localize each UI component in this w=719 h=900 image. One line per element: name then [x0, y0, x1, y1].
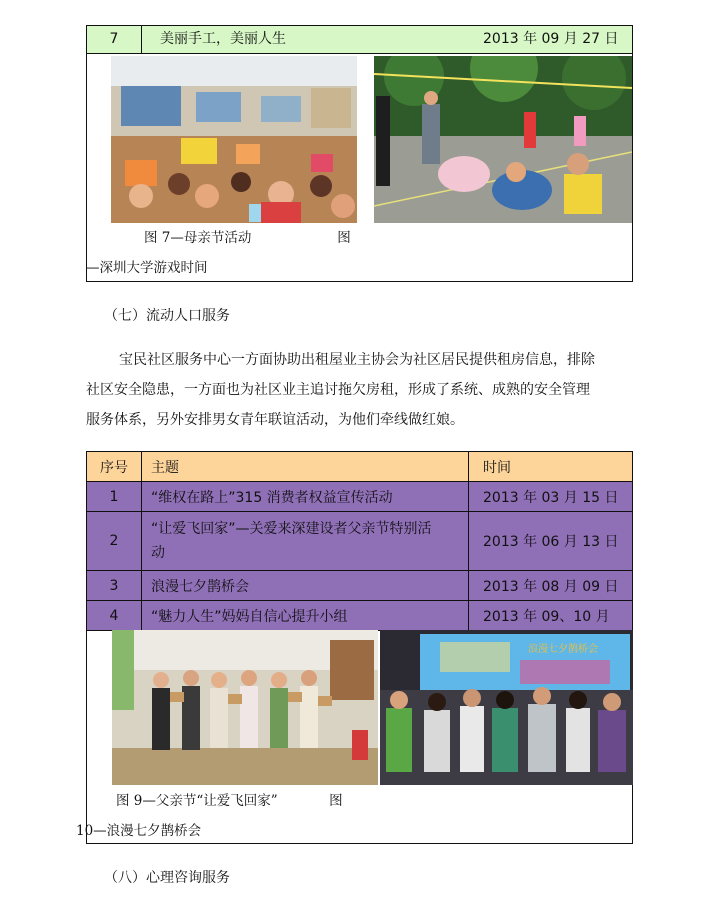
- row-no: 4: [87, 601, 142, 631]
- row-no: 3: [87, 571, 142, 601]
- row-date: 2013 年 08 月 09 日: [469, 571, 633, 601]
- row-theme: “维权在路上”315 消费者权益宣传活动: [142, 482, 469, 512]
- row-theme-line1: “让爱飞回家”—关爱来深建设者父亲节特别活: [151, 521, 432, 537]
- row-date: 2013 年 03 月 15 日: [469, 482, 633, 512]
- fathers-day-photo: [112, 630, 378, 785]
- section7-title: （七）流动人口服务: [104, 308, 230, 324]
- event-table-header: [87, 452, 633, 482]
- top-row-number: 7: [87, 26, 142, 53]
- header-date: 时间: [469, 452, 633, 482]
- section7-para-line3: 服务体系，另外安排男女青年联谊活动，为他们牵线做红娘。: [86, 412, 464, 428]
- night-sign-text: 浪漫七夕鹊桥会: [528, 644, 598, 655]
- row-theme: [142, 512, 469, 571]
- row-no: 1: [87, 482, 142, 512]
- university-game-photo: [374, 56, 632, 223]
- top-row-theme: 美丽手工，美丽人生: [160, 31, 286, 47]
- row-no: 2: [87, 512, 142, 571]
- table-row: [87, 482, 633, 512]
- row-theme-line2: 动: [151, 545, 165, 561]
- mothers-day-photo: [111, 56, 357, 223]
- qixi-night-photo: [380, 630, 633, 785]
- section7-para-line2: 社区安全隐患，一方面也为社区业主追讨拖欠房租，形成了系统、成熟的安全管理: [86, 382, 590, 398]
- fig9-caption-line1: 图 9—父亲节“让爱飞回家” 图: [116, 793, 343, 809]
- row-date: 2013 年 06 月 13 日: [469, 512, 633, 571]
- event-table: [86, 451, 633, 631]
- fig7-caption-line2: —深圳大学游戏时间: [86, 260, 208, 276]
- header-no: 序号: [87, 452, 142, 482]
- row-theme: “魅力人生”妈妈自信心提升小组: [142, 601, 469, 631]
- row-date: 2013 年 09、10 月: [469, 601, 633, 631]
- top-row-date: 2013 年 09 月 27 日: [483, 31, 619, 47]
- row-theme: 浪漫七夕鹊桥会: [142, 571, 469, 601]
- table-row: [87, 512, 633, 571]
- top-table-row: [86, 25, 633, 54]
- header-theme: 主题: [142, 452, 469, 482]
- table-row: [87, 601, 633, 631]
- table-row: [87, 571, 633, 601]
- section7-para-line1: 宝民社区服务中心一方面协助出租屋业主协会为社区居民提供租房信息，排除: [119, 352, 595, 368]
- fig9-caption-line2: 10—浪漫七夕鹊桥会: [76, 823, 202, 839]
- fig7-caption-line1: 图 7—母亲节活动 图: [144, 230, 351, 246]
- section8-title: （八）心理咨询服务: [104, 870, 230, 886]
